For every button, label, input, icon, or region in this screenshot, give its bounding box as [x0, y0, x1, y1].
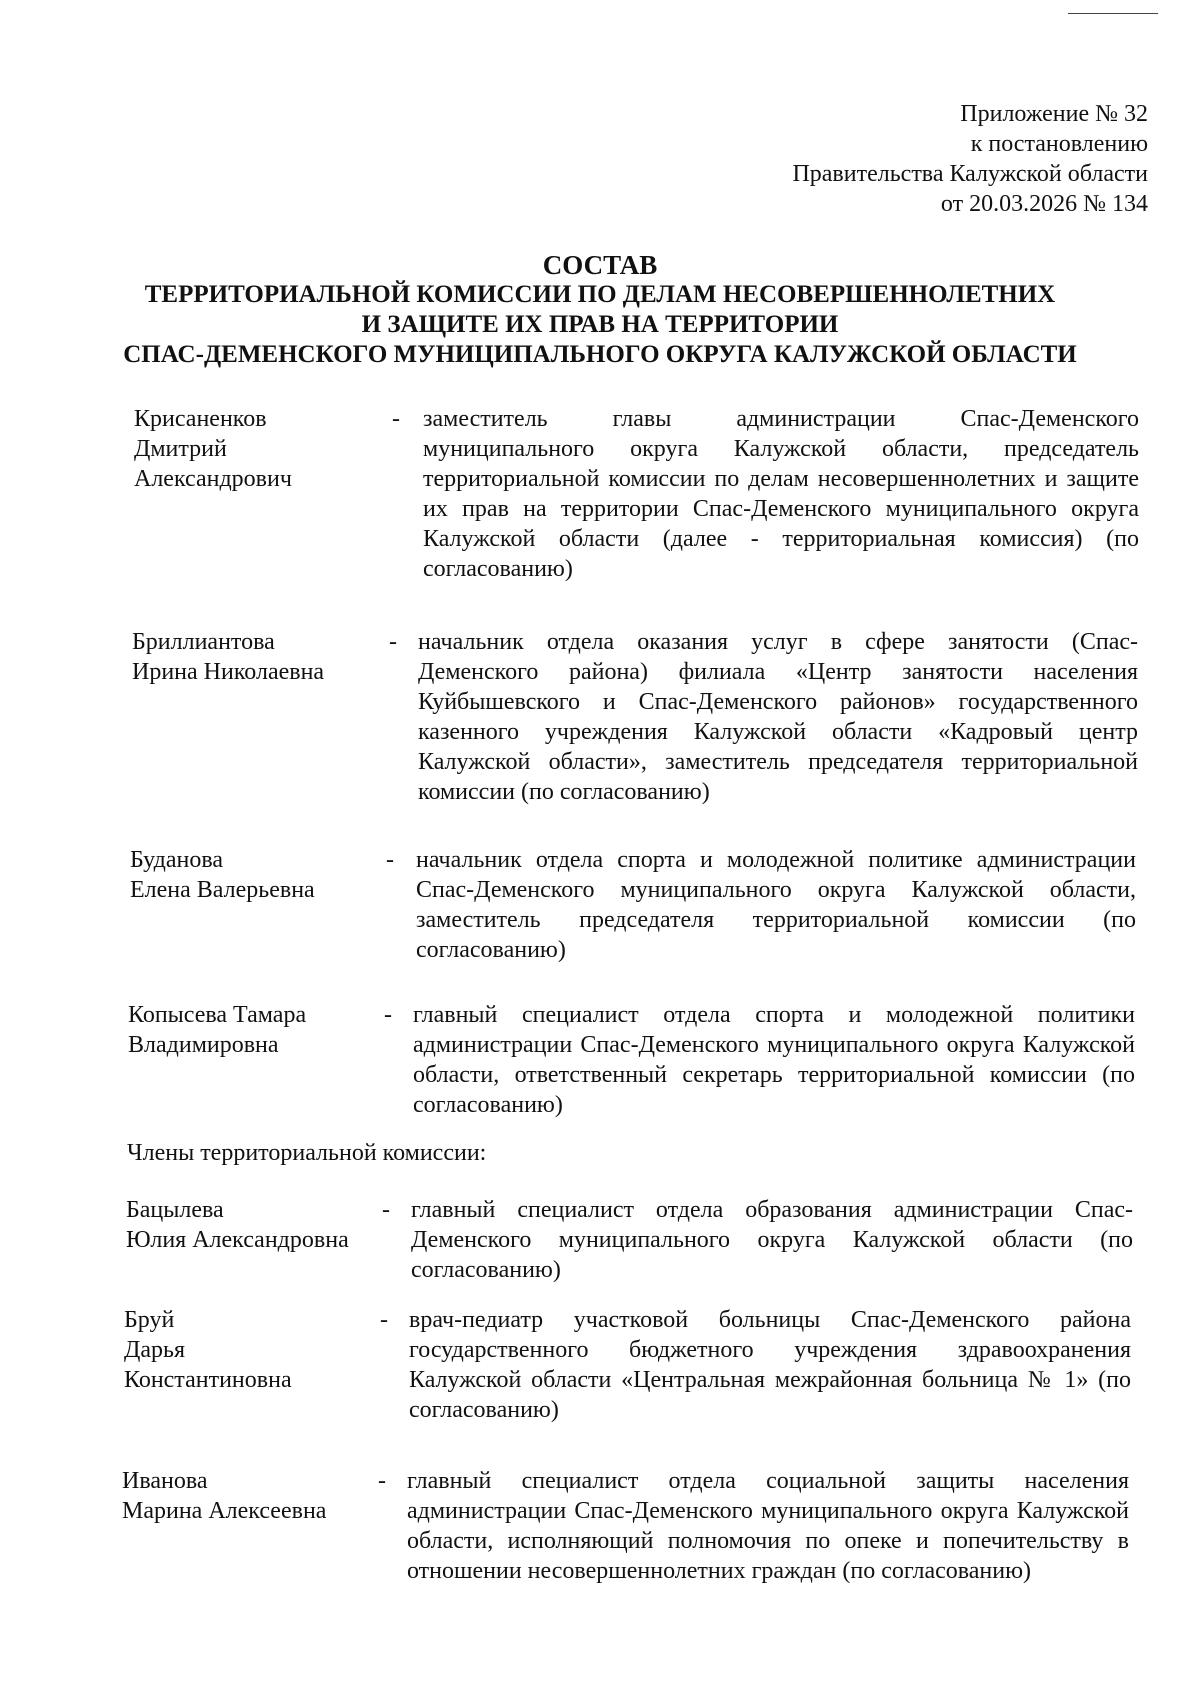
separator-dash: -: [386, 847, 394, 873]
title-line-4: СПАС-ДЕМЕНСКОГО МУНИЦИПАЛЬНОГО ОКРУГА КАЛУЖСКОЙ ОБЛАСТИ: [123, 341, 1077, 368]
appendix-line-date: от 20.03.2026 № 134: [940, 191, 1148, 217]
separator-dash: -: [389, 629, 397, 655]
name-line: Бриллиантова: [132, 629, 275, 655]
document-title: [60, 250, 1140, 370]
members-label: Члены территориальной комиссии:: [127, 1140, 487, 1166]
position-description: начальник отдела оказания услуг в сфере занятости (Спас-Деменского района) филиала «Центр занятости населения Куйбышевского и Спас-Деменского районов» государственного казенного учреждения Калужской области «Кадровый центр Калужской области», заместитель председателя территориальной комиссии (по согласованию): [418, 629, 1138, 805]
name-line: Ирина Николаевна: [132, 659, 325, 685]
name-line: Буданова: [130, 847, 224, 873]
appendix-header: [792, 99, 1148, 219]
name-line: Марина Алексеевна: [122, 1498, 327, 1524]
name-line: Иванова: [122, 1468, 208, 1494]
separator-dash: -: [384, 1002, 392, 1028]
position-description: заместитель главы администрации Спас-Деменского муниципального округа Калужской области, председатель территориальной комиссии по делам несовершеннолетних и защите их прав на территории Спас-Деменского муниципального округа Калужской области (далее - территориальная комиссия) (по согласованию): [423, 406, 1139, 582]
separator-dash: -: [392, 406, 400, 432]
person-name: [132, 627, 324, 687]
title-line-3: И ЗАЩИТЕ ИХ ПРАВ НА ТЕРРИТОРИИ: [361, 311, 839, 338]
position-description: главный специалист отдела спорта и молодежной политики администрации Спас-Деменского муниципального округа Калужской области, ответственный секретарь территориальной комиссии (по согласованию): [413, 1002, 1135, 1118]
name-line: Елена Валерьевна: [130, 877, 315, 903]
appendix-line-reference: к постановлению: [970, 131, 1148, 157]
name-line: Юлия Александровна: [126, 1227, 349, 1253]
name-line: Владимировна: [128, 1032, 279, 1058]
name-line: Дарья: [124, 1337, 186, 1363]
separator-dash: -: [382, 1197, 390, 1223]
person-name: [124, 1305, 292, 1395]
position-description: главный специалист отдела образования администрации Спас-Деменского муниципального округа Калужской области (по согласованию): [411, 1197, 1133, 1283]
person-name: [126, 1195, 349, 1255]
appendix-line-government: Правительства Калужской области: [792, 161, 1148, 187]
separator-dash: -: [380, 1307, 388, 1333]
name-line: Копысева Тамара: [128, 1002, 307, 1028]
name-line: Константиновна: [124, 1367, 292, 1393]
person-name: [128, 1000, 306, 1060]
name-line: Бацылева: [126, 1197, 224, 1223]
name-line: Дмитрий: [134, 436, 227, 462]
person-name: [122, 1466, 326, 1526]
name-line: Бруй: [124, 1307, 175, 1333]
person-name: [130, 845, 315, 905]
title-line-1: СОСТАВ: [542, 250, 658, 280]
position-description: врач-педиатр участковой больницы Спас-Деменского района государственного бюджетного учреждения здравоохранения Калужской области «Центральная межрайонная больница № 1» (по согласованию): [409, 1307, 1131, 1423]
position-description: начальник отдела спорта и молодежной политике администрации Спас-Деменского муниципального округа Калужской области, заместитель председателя территориальной комиссии (по согласованию): [416, 847, 1136, 963]
position-description: главный специалист отдела социальной защиты населения администрации Спас-Деменского муниципального округа Калужской области, исполняющий полномочия по опеке и попечительству в отношении несовершеннолетних граждан (по согласованию): [407, 1468, 1129, 1584]
title-line-2: ТЕРРИТОРИАЛЬНОЙ КОМИССИИ ПО ДЕЛАМ НЕСОВЕРШЕННОЛЕТНИХ: [144, 281, 1056, 308]
person-name: [134, 404, 292, 494]
top-rule: [1068, 13, 1158, 14]
name-line: Александрович: [134, 466, 292, 492]
appendix-line-number: Приложение № 32: [960, 101, 1148, 127]
name-line: Крисаненков: [134, 406, 267, 432]
separator-dash: -: [378, 1468, 386, 1494]
